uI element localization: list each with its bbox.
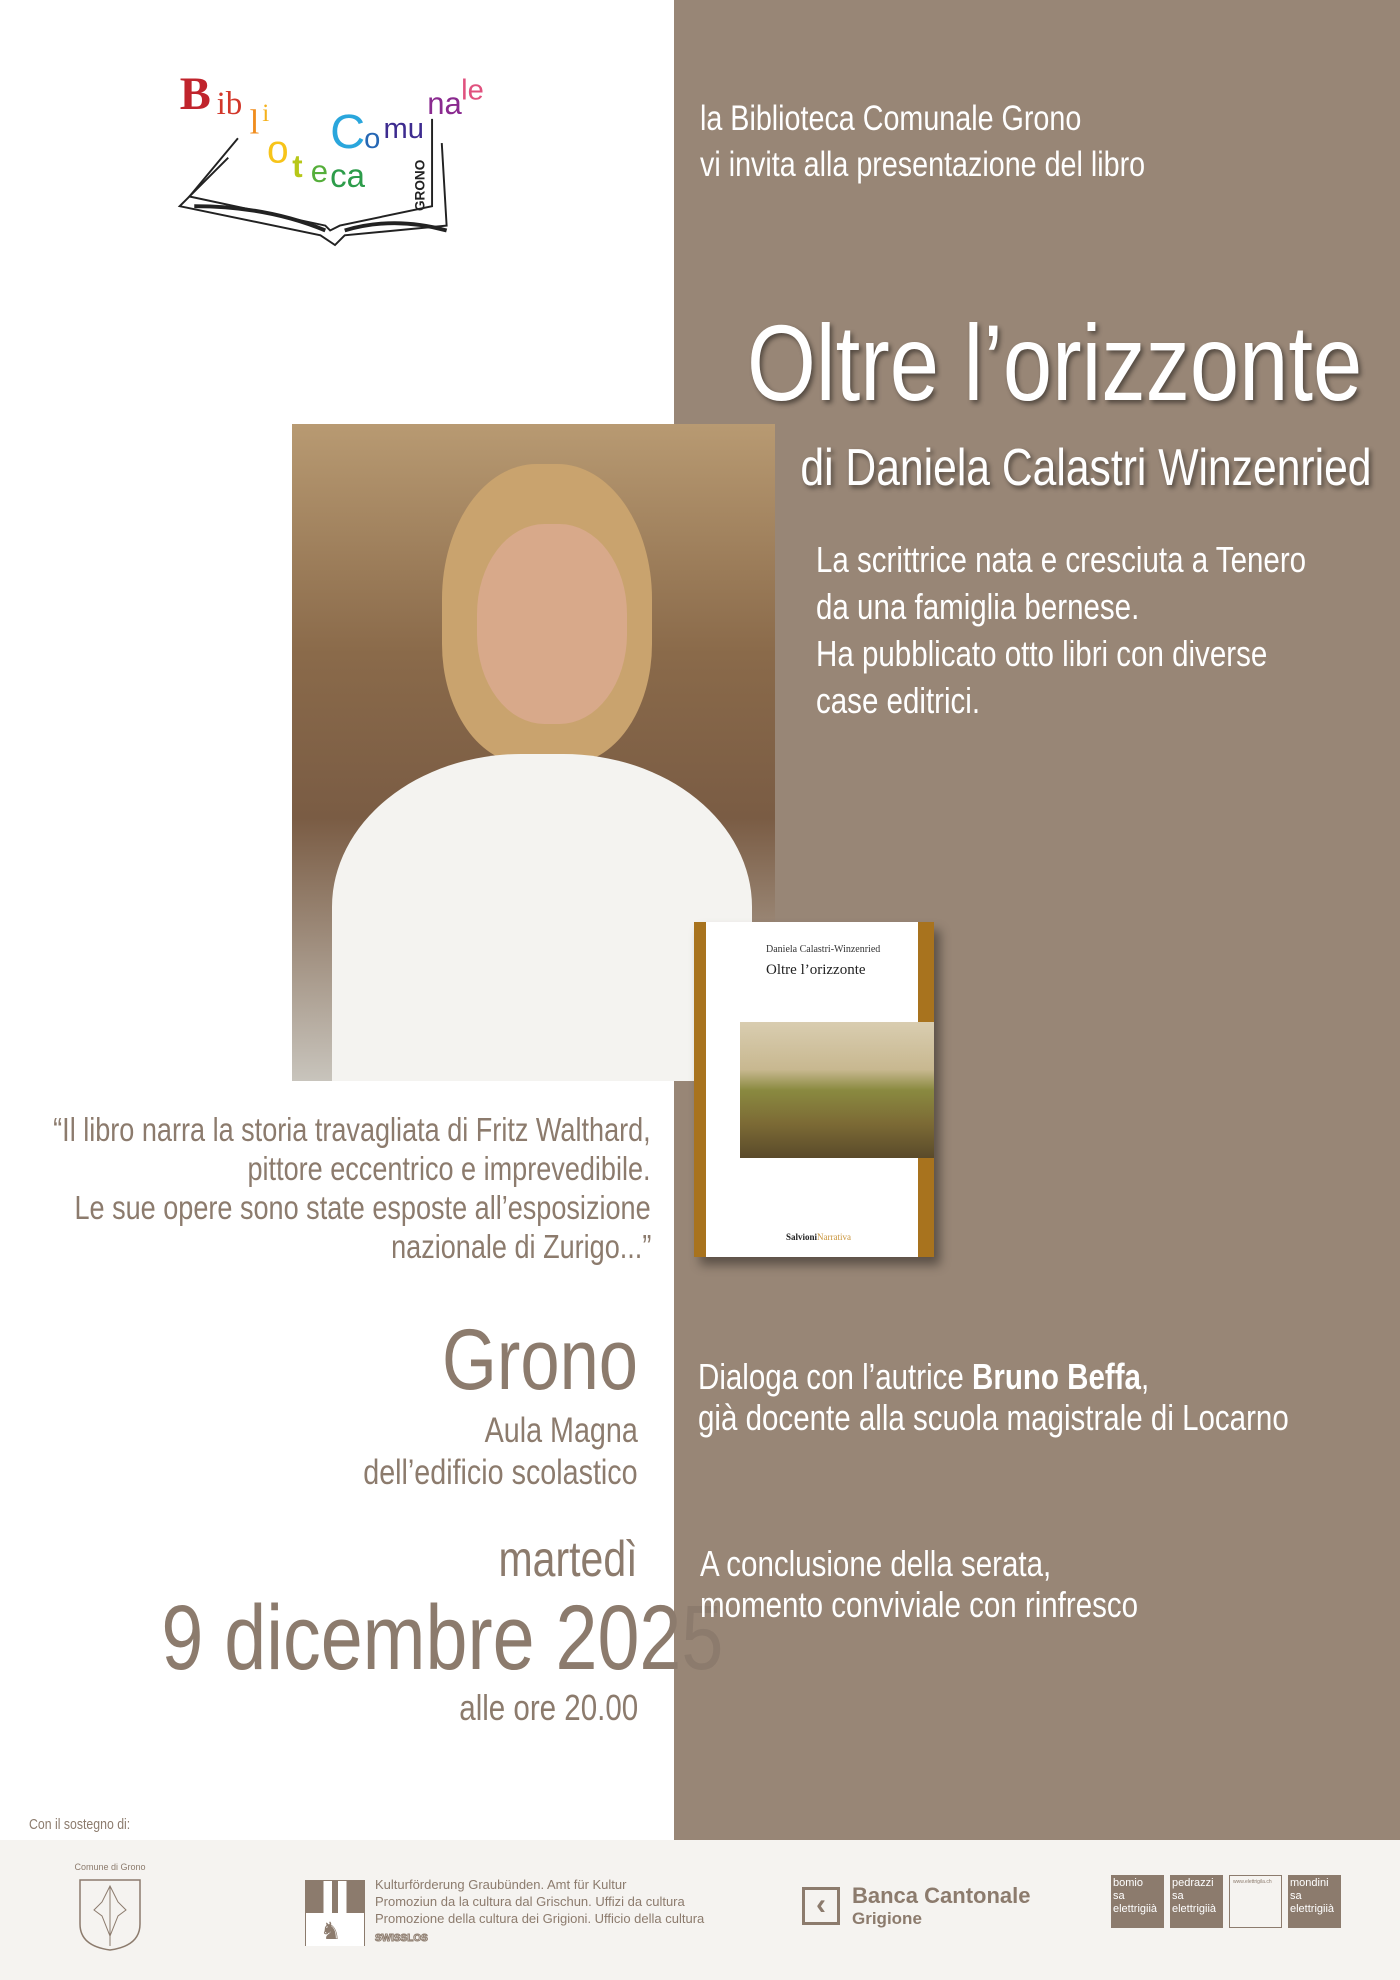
- dialogue-info: Dialoga con l’autrice Bruno Beffa, già docente alla scuola magistrale di Locarno: [698, 1356, 1289, 1438]
- support-label: Con il sostegno di:: [29, 1816, 131, 1833]
- svg-text:na: na: [427, 85, 462, 121]
- kultur-text: Kulturförderung Graubünden. Amt für Kultur Promoziun da la cultura dal Grischun. Uffizi da cultura Promozione della cultura dei Grigioni. Ufficio della cultura SWISSLOS: [375, 1876, 704, 1947]
- svg-text:B: B: [179, 68, 211, 121]
- quote-line: “Il libro narra la storia travagliata di Fritz Walthard,: [53, 1111, 651, 1148]
- quote-line: Le sue opere sono state esposte all’esposizione: [74, 1189, 651, 1226]
- cover-author: Daniela Calastri-Winzenried: [766, 944, 881, 955]
- svg-text:C: C: [330, 104, 366, 159]
- time: alle ore 20.00: [459, 1687, 638, 1728]
- svg-text:ib: ib: [216, 85, 243, 122]
- closing-line: momento conviviale con rinfresco: [700, 1584, 1139, 1625]
- moderator-role: già docente alla scuola magistrale di Locarno: [698, 1397, 1289, 1438]
- quote-line: nazionale di Zurigo...”: [390, 1228, 651, 1265]
- bio-line: da una famiglia bernese.: [816, 586, 1140, 627]
- sponsor-elettrigila: www.elettrigila.ch: [1229, 1875, 1282, 1928]
- cover-publisher: SalvioniNarrativa: [786, 1232, 851, 1242]
- svg-text:e: e: [310, 153, 329, 189]
- bank-logo: ‹ Banca Cantonale Grigione: [802, 1883, 1031, 1929]
- svg-text:o: o: [364, 122, 381, 155]
- library-logo: [170, 60, 500, 265]
- weekday: martedì: [498, 1531, 638, 1587]
- quote-line: pittore eccentrico e imprevedibile.: [247, 1150, 651, 1187]
- cover-painting: [740, 1022, 934, 1158]
- venue-building: dell’edificio scolastico: [363, 1453, 638, 1492]
- date: 9 dicembre 2025: [161, 1587, 724, 1689]
- electric-sponsors: [1111, 1875, 1341, 1928]
- sponsor-bomio: bomio sa elettrigiià: [1111, 1875, 1164, 1928]
- sponsor-pedrazzi: pedrazzi sa elettrigiià: [1170, 1875, 1223, 1928]
- coat-of-arms-icon: [78, 1876, 142, 1952]
- venue: [138, 1310, 638, 1494]
- svg-text:t: t: [292, 149, 303, 185]
- author-line: di Daniela Calastri Winzenried: [800, 439, 1372, 497]
- closing-line: A conclusione della serata,: [700, 1543, 1052, 1584]
- book-title: Oltre l’orizzonte: [746, 302, 1362, 423]
- svg-text:le: le: [461, 74, 484, 107]
- bio-line: Ha pubblicato otto libri con diverse: [816, 633, 1268, 674]
- bio-line: case editrici.: [816, 680, 981, 721]
- moderator-name: Bruno Beffa: [972, 1356, 1141, 1397]
- author-bio: [816, 536, 1400, 724]
- bio-line: La scrittrice nata e cresciuta a Tenero: [816, 539, 1307, 580]
- svg-text:mu: mu: [383, 113, 424, 146]
- venue-room: Aula Magna: [484, 1411, 638, 1450]
- header-line-1: la Biblioteca Comunale Grono: [700, 99, 1082, 138]
- book-cover: [694, 922, 934, 1257]
- svg-text:i: i: [262, 99, 270, 127]
- invitation-header: [700, 96, 1243, 188]
- swisslos-logo: SWISSLOS: [375, 1933, 428, 1944]
- book-quote: [0, 1110, 651, 1266]
- header-line-2: vi invita alla presentazione del libro: [700, 145, 1146, 184]
- sponsor-mondini: mondini sa elettrigiià: [1288, 1875, 1341, 1928]
- closing-info: [700, 1543, 1234, 1625]
- venue-town: Grono: [441, 1312, 638, 1408]
- svg-text:GRONO: GRONO: [412, 159, 428, 212]
- sponsors-footer: [0, 1840, 1400, 1980]
- kultur-logo: [305, 1880, 365, 1946]
- cover-title: Oltre l’orizzonte: [766, 962, 866, 978]
- event-date: [38, 1530, 724, 1728]
- ibex-icon: ♞: [320, 1918, 342, 1945]
- svg-text:o: o: [267, 128, 289, 172]
- svg-text:ca: ca: [330, 156, 366, 194]
- svg-text:l: l: [249, 102, 260, 142]
- chevron-left-icon: ‹: [802, 1887, 840, 1925]
- comune-grono-logo: Comune di Grono: [72, 1862, 148, 1957]
